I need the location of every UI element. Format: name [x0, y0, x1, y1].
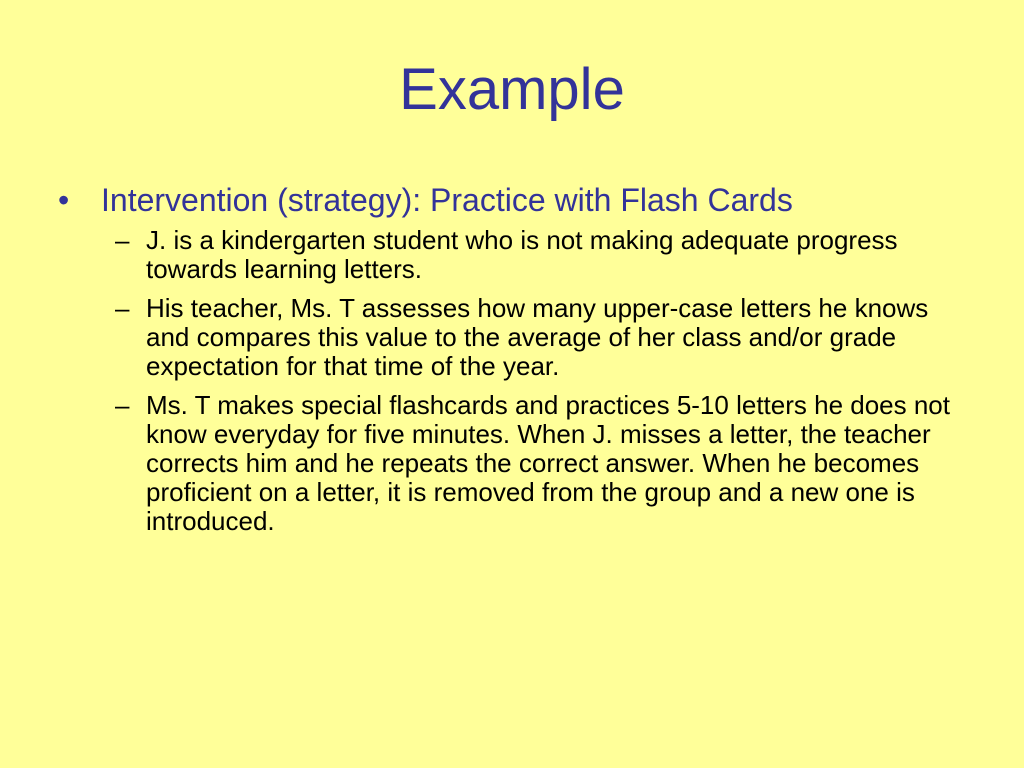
sub-bullet-marker: – — [115, 225, 130, 255]
slide-content — [58, 180, 978, 546]
sub-bullet-list — [58, 226, 978, 536]
sub-bullet-item — [58, 226, 976, 284]
bullet-text: Intervention (strategy): Practice with Flash Cards — [101, 182, 793, 218]
sub-bullet-marker: – — [115, 390, 130, 420]
sub-bullet-item — [58, 391, 976, 536]
sub-bullet-text: Ms. T makes special flashcards and practices 5-10 letters he does not know everyday for five minutes. When J. misses a letter, the teacher corrects him and he repeats the correct answer. When he becomes proficient on a letter, it is removed from the group and a new one is introduced. — [146, 390, 950, 536]
slide-title: Example — [399, 57, 625, 122]
sub-bullet-marker: – — [115, 293, 130, 323]
sub-bullet-text: J. is a kindergarten student who is not making adequate progress towards learning letters. — [146, 225, 898, 284]
sub-bullet-text: His teacher, Ms. T assesses how many upper-case letters he knows and compares this value to the average of her class and/or grade expectation for that time of the year. — [146, 293, 929, 381]
bullet-marker: • — [58, 182, 70, 218]
bullet-item — [58, 180, 978, 220]
sub-bullet-item — [58, 294, 976, 381]
